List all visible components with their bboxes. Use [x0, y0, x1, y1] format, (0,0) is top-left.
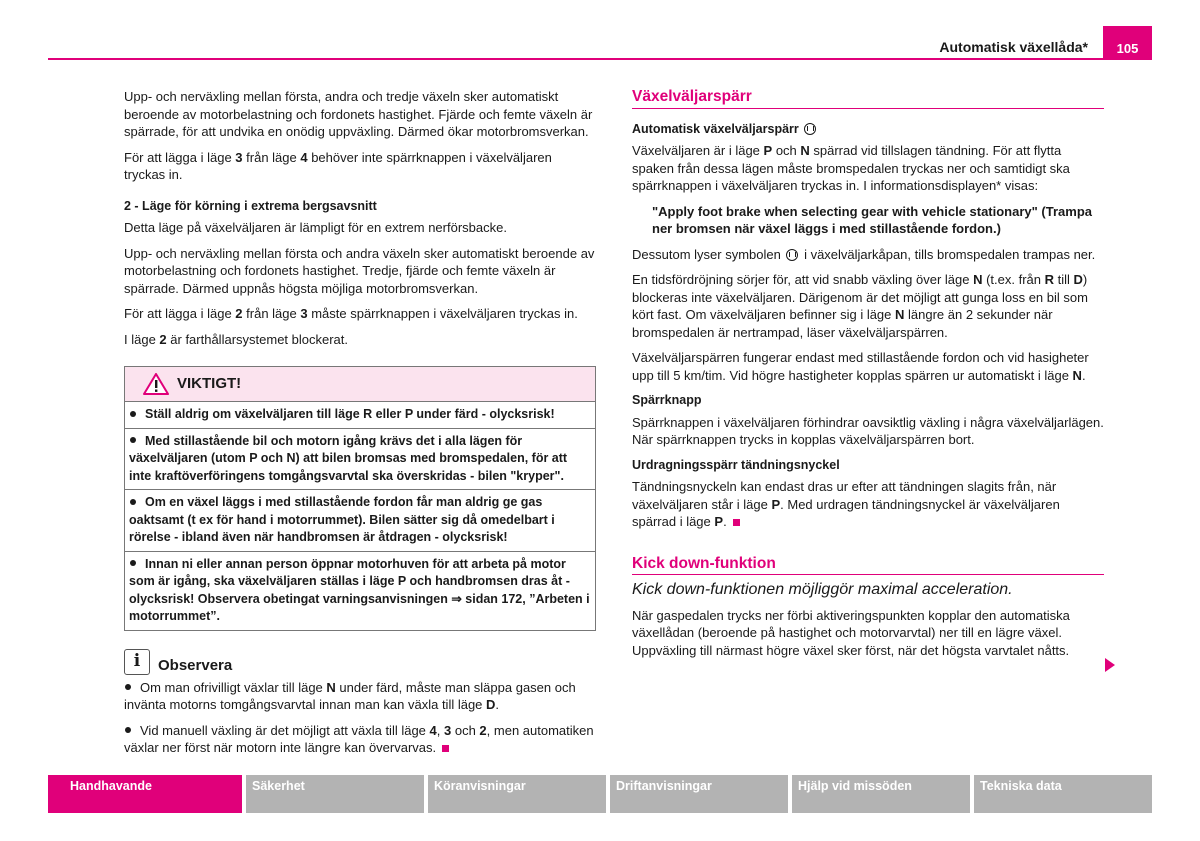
- note-header: [124, 649, 596, 675]
- warning-triangle-icon: [143, 373, 169, 395]
- tab-driftanvisningar[interactable]: Driftanvisningar: [610, 775, 788, 813]
- display-message: "Apply foot brake when selecting gear with vehicle stationary" (Trampa ner bromsen när växel läggs i med stillastående fordon.): [652, 203, 1092, 236]
- subheading: 2 - Läge för körning i extrema bergsavsnitt: [124, 198, 377, 213]
- warning-box: [124, 366, 596, 631]
- paragraph: När gaspedalen trycks ner förbi aktiveringspunkten kopplar den automatiska växellådan (beroende på hastighet och motorvarvtal) ner till en lägre växel. Uppväxling till närmast högre växel sker först, när det högsta varvtalet nåtts.: [632, 607, 1070, 658]
- paragraph: För att lägga i läge 3 från läge 4 behöver inte spärrknappen i växelväljaren tryckas in.: [124, 149, 552, 182]
- header-rule: [48, 58, 1152, 60]
- paragraph: I läge 2 är farthållarsystemet blockerat.: [124, 331, 349, 347]
- warning-title: VIKTIGT!: [177, 375, 242, 393]
- warning-item: Innan ni eller annan person öppnar motorhuven för att arbeta på motor som är igång, ska växelväljaren ställas i läge P och handbromsen dras åt - olycksrisk! Observera obetingat varningsanvisningen ⇒ sidan 172, ”Arbeten i motorrummet”.: [129, 556, 590, 623]
- note-item: Vid manuell växling är det möjligt att växla till läge 4, 3 och 2, men automatiken växlar ner först när motorn inte längre kan övervarvas.: [124, 722, 594, 755]
- paragraph: Detta läge på växelväljaren är lämpligt för en extrem nerförsbacke.: [124, 220, 507, 235]
- warning-header: [125, 367, 595, 402]
- lead-text: Kick down-funktionen möjliggör maximal acceleration.: [632, 581, 1013, 598]
- tab-handhavande[interactable]: Handhavande: [48, 775, 242, 813]
- paragraph: Tändningsnyckeln kan endast dras ur efter att tändningen slagits från, när växelväljaren står i läge P. Med urdragen tändningsnyckel är växelväljaren spärrad i läge P.: [632, 479, 1060, 529]
- subheading: Automatisk växelväljarspärr: [632, 121, 1104, 139]
- note-item: Om man ofrivilligt växlar till läge N under färd, måste man släppa gasen och invänta motorns tomgångsvarvtal innan man kan växla till läge D.: [124, 679, 576, 712]
- warning-item: Med stillastående bil och motorn igång krävs det i alla lägen för växelväljaren (utom P och N) att bilen bromsas med bromspedalen, för att inte kraftöverföringens tomgångsvarvtal ska överskridas - bilen "kryper".: [125, 429, 595, 491]
- paragraph: Upp- och nerväxling mellan första och andra växeln sker automatiskt beroende av motorbelastning och fordonets hastighet. Tredje, fjärde och femte växeln är spärrade. Därmed uppnås högsta möjliga motorbromsverkan.: [124, 245, 595, 296]
- tab-sakerhet[interactable]: Säkerhet: [246, 775, 424, 813]
- continue-arrow-icon: [1105, 658, 1115, 672]
- bullet-icon: [130, 560, 136, 566]
- bullet-icon: [130, 499, 136, 505]
- bullet-icon: [125, 684, 131, 690]
- paragraph: En tidsfördröjning sörjer för, att vid snabb växling över läge N (t.ex. från R till D) blockeras inte växelväljaren. Därigenom är det möjligt att gunga loss en bil som kört fast. Om växelväljaren befinner sig i läge N längre än 2 sekunder när bromspedalen är nertrampad, läser växelväljarspärren.: [632, 272, 1088, 340]
- paragraph: Upp- och nerväxling mellan första, andra och tredje växeln sker automatiskt beroende av motorbelastning och fordonets hastighet. Fjärde och femte växeln är spärrade, för att undvika en onödig uppväxling. Därmed ökar motorbromsverkan.: [124, 89, 593, 139]
- tab-koranvisningar[interactable]: Köranvisningar: [428, 775, 606, 813]
- paragraph: Växelväljarspärren fungerar endast med stillastående fordon och vid hasigheter upp till 5 km/tim. Vid högre hastigheter kopplas spärren ur automatiskt i läge N.: [632, 350, 1089, 383]
- left-column: [124, 88, 596, 765]
- tab-hjalp-vid-missoden[interactable]: Hjälp vid missöden: [792, 775, 970, 813]
- page-number: 105: [1103, 26, 1152, 60]
- end-mark-icon: [442, 745, 449, 752]
- warning-item: Ställ aldrig om växelväljaren till läge R eller P under färd - olycksrisk!: [125, 402, 595, 429]
- paragraph: För att lägga i läge 2 från läge 3 måste spärrknappen i växelväljaren tryckas in.: [124, 306, 578, 321]
- bullet-icon: [125, 727, 131, 733]
- brake-symbol-icon: [786, 249, 798, 261]
- section-heading: Växelväljarspärr: [632, 88, 1104, 109]
- info-icon: i: [124, 649, 150, 675]
- tab-tekniska-data[interactable]: Tekniska data: [974, 775, 1152, 813]
- end-mark-icon: [733, 519, 740, 526]
- brake-symbol-icon: [804, 123, 816, 135]
- warning-item: Om en växel läggs i med stillastående fordon får man aldrig ge gas oaktsamt (t ex för hand i motorrummet). Bilen sätter sig då omedelbart i rörelse - ibland även när handbromsen är åtdragen - olycksrisk!: [125, 490, 595, 552]
- bullet-icon: [130, 437, 136, 443]
- paragraph: Växelväljaren är i läge P och N spärrad vid tillslagen tändning. För att flytta spaken från dessa lägen måste bromspedalen tryckas ner och samtidigt ska spärrknappen i växelväljaren tryckas in. I informationsdisplayen* visas:: [632, 143, 1070, 193]
- subheading: Urdragningsspärr tändningsnyckel: [632, 457, 840, 472]
- right-column: [632, 88, 1104, 667]
- bullet-icon: [130, 411, 136, 417]
- chapter-title: Automatisk växellåda*: [939, 39, 1088, 55]
- paragraph: Dessutom lyser symbolen i växelväljarkåpan, tills bromspedalen trampas ner.: [632, 246, 1096, 262]
- subheading: Spärrknapp: [632, 393, 702, 407]
- paragraph: Spärrknappen i växelväljaren förhindrar oavsiktlig växling i några växelväljarlägen. När spärrknappen trycks in kopplas växelväljarspärren bort.: [632, 414, 1104, 447]
- section-heading: Kick down-funktion: [632, 555, 1104, 576]
- chapter-tabs: [48, 775, 1152, 813]
- note-title: Observera: [158, 657, 233, 674]
